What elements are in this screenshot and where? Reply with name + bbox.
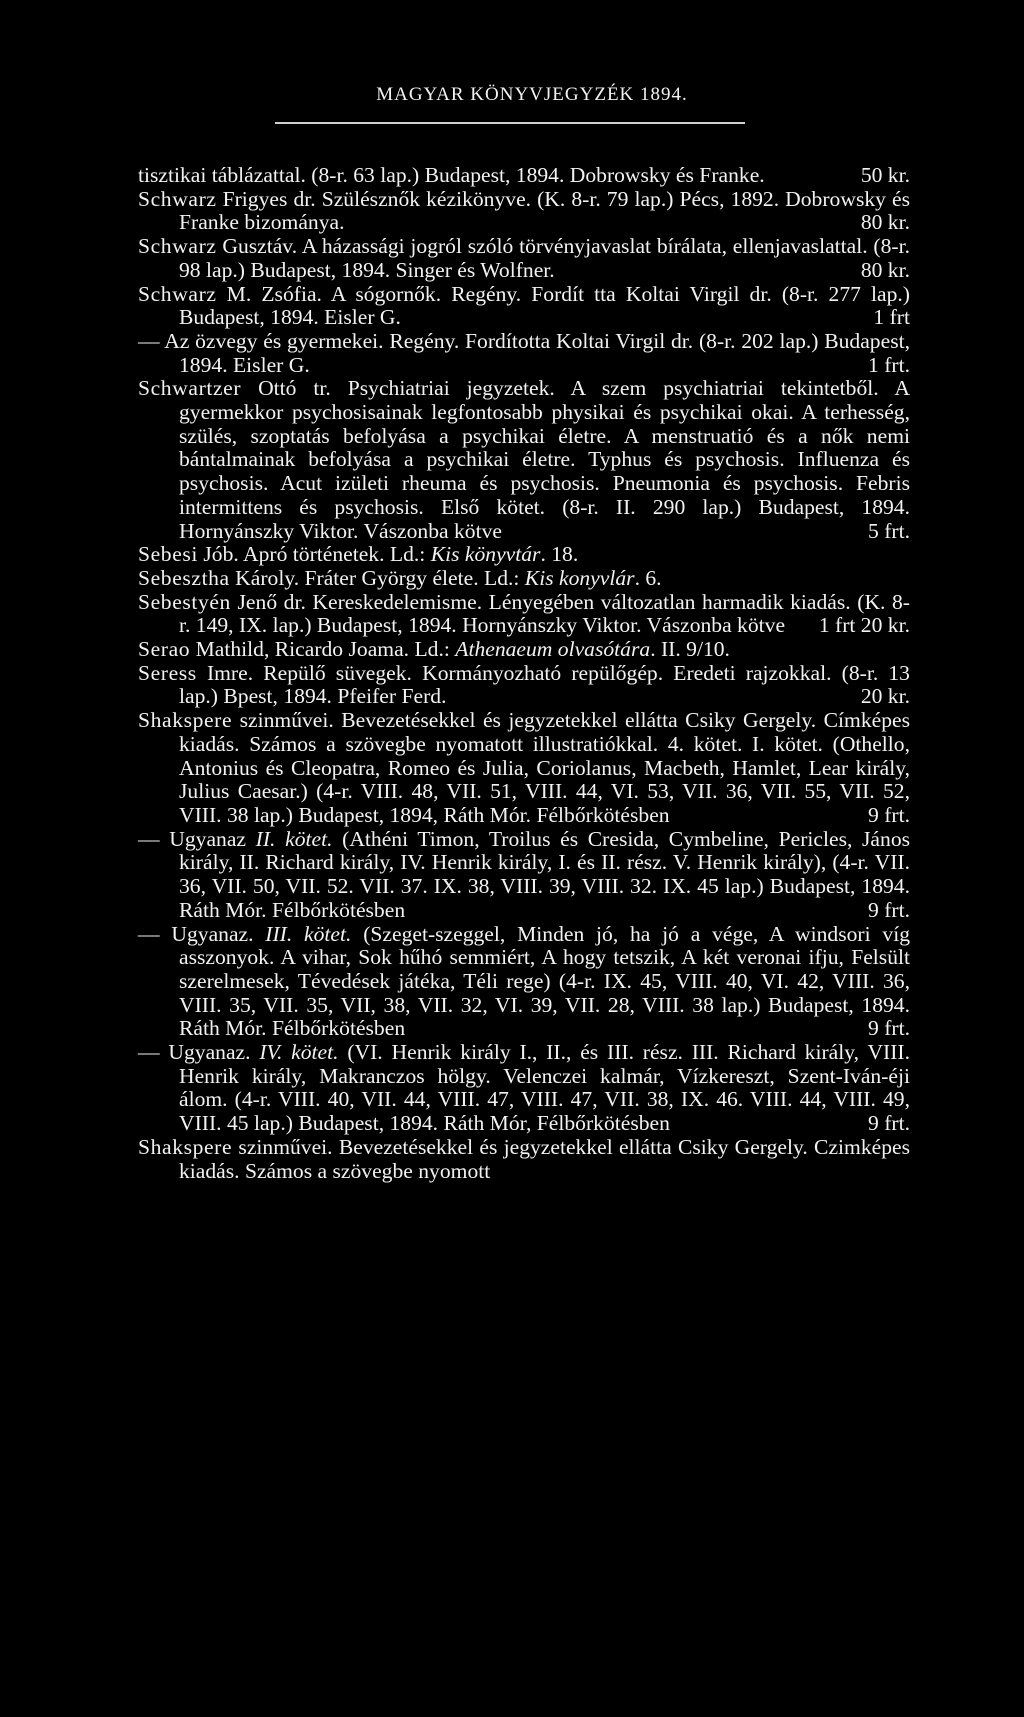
- catalog-entry: [138, 1041, 910, 1136]
- entry-text: Imre. Repülő süvegek. Kormányozható repülőgép. Eredeti rajzokkal. (8-r. 13 lap.) Bpest, 1894. Pfeifer Ferd.: [179, 660, 910, 709]
- catalog-entry: [138, 235, 910, 282]
- catalog-entry: [138, 283, 910, 330]
- catalog-body: [138, 164, 910, 1183]
- catalog-entry: [138, 164, 910, 188]
- entry-text-after: . 18.: [540, 542, 579, 567]
- entry-text: szinművei. Bevezetésekkel és jegyzetekkel ellátta Csiky Gergely. Czimképes kiadás. Számos a szövegbe nyomott: [179, 1134, 910, 1183]
- entry-text: Ugyanaz.: [171, 921, 266, 946]
- catalog-entry: [138, 923, 910, 1042]
- catalog-entry: [138, 543, 910, 567]
- entry-price: 80 kr.: [860, 257, 910, 282]
- entry-price: 1 frt.: [868, 352, 910, 377]
- entry-author: Shakspere: [138, 1134, 233, 1159]
- header-rule: [275, 122, 745, 124]
- entry-text-after: . 6.: [634, 565, 662, 590]
- entry-price: 5 frt.: [868, 518, 910, 543]
- entry-series-title: Athenaeum olvasótára: [455, 637, 651, 662]
- entry-price: 9 frt.: [868, 802, 910, 827]
- entry-price: 1 frt 20 kr.: [818, 613, 910, 638]
- catalog-entry: [138, 188, 910, 235]
- entry-text: tisztikai táblázattal. (8-r. 63 lap.) Budapest, 1894. Dobrowsky és Franke.: [138, 163, 765, 187]
- page-header-title: MAGYAR KÖNYVJEGYZÉK 1894.: [376, 84, 688, 105]
- entry-author: Serao: [138, 637, 191, 662]
- entry-author: Schwarz: [138, 281, 217, 306]
- entry-price: 20 kr.: [860, 684, 910, 709]
- entry-author: Schwarz: [138, 186, 217, 211]
- entry-text: Ottó tr. Psychiatriai jegyzetek. A szem psychiatriai tekintetből. A gyermekkor psychosisainak legfontosabb physikai és psychikai okai. A terhesség, szülés, szoptatás befolyása a psychikai életre. A menstruatió és a nők nemi bántalmainak befolyása a psychikai életre. Typhus és psychosis. Influenza és psychosis. Acut izületi rheuma és psychosis. Pneumonia és psychosis. Febris intermittens és psychosis. Első kötet. (8-r. II. 290 lap.) Budapest, 1894. Hornyánszky Viktor. Vászonba kötve: [179, 376, 910, 543]
- entry-text: Frigyes dr. Szülésznők kézikönyve. (K. 8-r. 79 lap.) Pécs, 1892. Dobrowsky és Franke bizománya.: [179, 186, 910, 235]
- entry-text: Mathild, Ricardo Joama. Ld.:: [195, 637, 456, 662]
- catalog-entry: [138, 591, 910, 638]
- entry-text: Ugyanaz: [169, 826, 256, 851]
- entry-text: Jób. Apró történetek. Ld.:: [203, 542, 431, 567]
- entry-text: Ugyanaz.: [168, 1040, 260, 1065]
- entry-text-after: (VI. Henrik király I., II., és III. rész. III. Richard király, VIII. Henrik király, Makranczos hölgy. Velenczei kalmár, Vízkereszt, Szent-Iván-éji álom. (4-r. VIII. 40, VII. 44, VIII. 47, VIII. 47, VII. 38, IX. 46. VIII. 44, VIII. 49, VIII. 45 lap.) Budapest, 1894. Ráth Mór, Félbőrkötésben: [179, 1040, 911, 1136]
- entry-text: Jenő dr. Kereskedelemisme. Lényegében változatlan harmadik kiadás. (K. 8-r. 149, IX. lap.) Budapest, 1894. Hornyánszky Viktor. Vászonba kötve: [179, 589, 910, 638]
- catalog-entry: [138, 662, 910, 709]
- entry-price: 9 frt.: [868, 1111, 910, 1136]
- entry-dash: —: [138, 826, 160, 851]
- entry-price: 9 frt.: [868, 897, 910, 922]
- entry-volume-title: III. kötet.: [265, 921, 352, 946]
- entry-text: Károly. Fráter György élete. Ld.:: [235, 565, 525, 590]
- entry-price: 1 frt: [873, 305, 910, 330]
- entry-text: Az özvegy és gyermekei. Regény. Fordította Koltai Virgil dr. (8-r. 202 lap.) Budapest, 1894. Eisler G.: [164, 328, 910, 377]
- entry-author: Sebestyén: [138, 589, 231, 614]
- entry-price: 80 kr.: [860, 210, 910, 235]
- entry-volume-title: IV. kötet.: [259, 1040, 339, 1065]
- entry-text: M. Zsófia. A sógornők. Regény. Fordít tta Koltai Virgil dr. (8-r. 277 lap.) Budapest, 1894. Eisler G.: [179, 281, 910, 330]
- entry-author: Sebesi: [138, 542, 198, 567]
- entry-author: Sebesztha: [138, 565, 230, 590]
- entry-author: Schwarz: [138, 234, 217, 259]
- catalog-entry: [138, 638, 910, 662]
- entry-series-title: Kis könyvtár: [430, 542, 541, 567]
- entry-series-title: Kis konyvlár: [524, 565, 635, 590]
- entry-text: Gusztáv. A házassági jogról szóló törvényjavaslat bírálata, ellenjavaslattal. (8-r. 98 lap.) Budapest, 1894. Singer és Wolfner.: [179, 234, 911, 282]
- catalog-entry: [138, 377, 910, 543]
- catalog-entry: [138, 709, 910, 828]
- entry-price: 50 kr.: [860, 163, 910, 187]
- catalog-entry: [138, 1136, 910, 1183]
- catalog-entry: [138, 330, 910, 377]
- catalog-entry: [138, 828, 910, 923]
- entry-volume-title: II. kötet.: [255, 826, 333, 851]
- entry-dash: —: [138, 921, 160, 946]
- entry-author: Schwartzer: [138, 376, 242, 401]
- running-header: [0, 84, 1024, 106]
- catalog-entry: [138, 567, 910, 591]
- entry-author: Seress: [138, 660, 197, 685]
- entry-author: Shakspere: [138, 708, 233, 733]
- entry-text-after: (Athéni Timon, Troilus és Cresida, Cymbeline, Pericles, János király, II. Richard király, IV. Henrik király, I. és II. rész. V. Henrik király), (4-r. VII. 36, VII. 50, VII. 52. VII. 37. IX. 38, VIII. 39, VIII. 32. IX. 45 lap.) Budapest, 1894. Ráth Mór. Félbőrkötésben: [179, 826, 911, 922]
- entry-dash: —: [138, 1040, 160, 1065]
- entry-dash: —: [138, 328, 160, 353]
- entry-text: szinművei. Bevezetésekkel és jegyzetekkel ellátta Csiky Gergely. Címképes kiadás. Számos a szövegbe nyomatott illustratiókkal. 4. kötet. I. kötet. (Othello, Antonius és Cleopatra, Romeo és Julia, Coriolanus, Macbeth, Hamlet, Lear király, Julius Caesar.) (4-r. VIII. 48, VII. 51, VIII. 44, VI. 53, VII. 36, VII. 55, VII. 52, VIII. 38 lap.) Budapest, 1894, Ráth Mór. Félbőrkötésben: [179, 708, 910, 827]
- entry-text-after: . II. 9/10.: [650, 637, 730, 662]
- entry-text-after: (Szeget-szeggel, Minden jó, ha jó a vége, A windsori víg asszonyok. A vihar, Sok hűhó semmiért, A hogy tetszik, A két veronai ifju, Felsült szerelmesek, Tévedések játéka, Téli rege) (4-r. IX. 45, VIII. 40, VI. 42, VIII. 36, VIII. 35, VII. 35, VII, 38, VII. 32, VI. 39, VII. 28, VIII. 38 lap.) Budapest, 1894. Ráth Mór. Félbőrkötésben: [179, 921, 910, 1041]
- entry-price: 9 frt.: [868, 1016, 910, 1041]
